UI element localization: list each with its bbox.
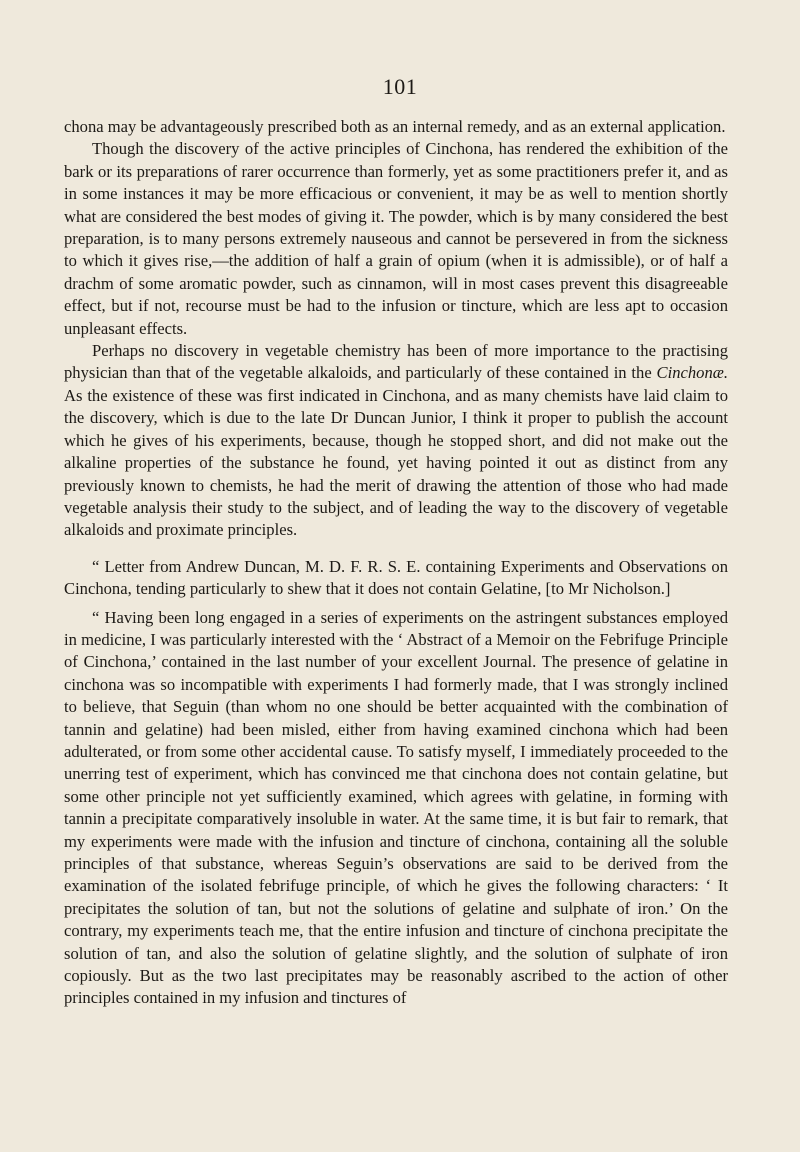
page-number: 101 [382,74,418,99]
body-text [64,116,728,1010]
paragraph-text-segment: As the existence of these was first indicated in Cinchona, and as many chemists have laid claim to the discovery, which is due to the late Dr Duncan Junior, I think it proper to publish the account which he gives of his experiments, because, though he stopped short, and did not make out the alkaline properties of the substance he found, yet having pointed it out as distinct from any previously known to chemists, he had the merit of drawing the attention of those who had made vegetable analysis their study to the subject, and of leading the way to the discovery of vegetable alkaloids and proximate principles. [64,385,728,540]
letter-heading: “ Letter from Andrew Duncan, M. D. F. R. S. E. containing Experiments and Observations on Cinchona, tending particularly to shew that it does not contain Gelatine, [to Mr Nicholson.] [64,556,728,599]
paragraph-vegetable-alkaloids [64,340,728,542]
paragraph-continuation: chona may be advantageously prescribed both as an internal remedy, and as an external application. [64,117,726,136]
italic-term: Cinchonæ. [656,363,728,383]
paragraph-text-segment: Perhaps no discovery in vegetable chemistry has been of more importance to the practising physician than that of the vegetable alkaloids, and particularly of these contained in the [64,341,728,383]
letter-body: “ Having been long engaged in a series of experiments on the astringent substances employed in medicine, I was particularly interested with the ‘ Abstract of a Memoir on the Febrifuge Principle of Cinchona,’ contained in the last number of your excellent Journal. The presence of gelatine in cinchona was so incompatible with experiments I had formerly made, that I was strongly inclined to believe, that Seguin (than whom no one should be better acquainted with the combination of tannin and gelatine) had been misled, either from having examined cinchona which had been adulterated, or from some other accidental cause. To satisfy myself, I immediately proceeded to the unerring test of experiment, which has convinced me that cinchona does not contain gelatine, but some other principle not yet sufficiently examined, which agrees with gelatine, in forming with tannin a precipitate comparatively insoluble in water. At the same time, it is but fair to remark, that my experiments were made with the infusion and tincture of cinchona, containing all the soluble principles of that substance, whereas Seguin’s observations are said to be derived from the examination of the isolated febrifuge principle, of which he gives the following characters: ‘ It precipitates the solution of tan, but not the solutions of gelatine and sulphate of iron.’ On the contrary, my experiments teach me, that the entire infusion and tincture of cinchona precipitate the solution of tan, and also the solution of gelatine slightly, and the solution of sulphate of iron copiously. But as the two last precipitates may be reasonably ascribed to the action of other principles contained in my infusion and tinctures of [64,607,728,1008]
paragraph-bark-preparations: Though the discovery of the active principles of Cinchona, has rendered the exhibition of the bark or its preparations of rarer occurrence than formerly, yet as some practitioners prefer it, and as in some instances it may be more efficacious or convenient, it may be as well to mention shortly what are considered the best modes of giving it. The powder, which is by many considered the best preparation, is to many persons extremely nauseous and cannot be persevered in from the sickness to which it gives rise,—the addition of half a grain of opium (when it is admissible), or of half a drachm of some aromatic powder, such as cinnamon, will in most cases prevent this disagreeable effect, but if not, recourse must be had to the infusion or tincture, which are less apt to occasion unpleasant effects. [64,139,728,338]
